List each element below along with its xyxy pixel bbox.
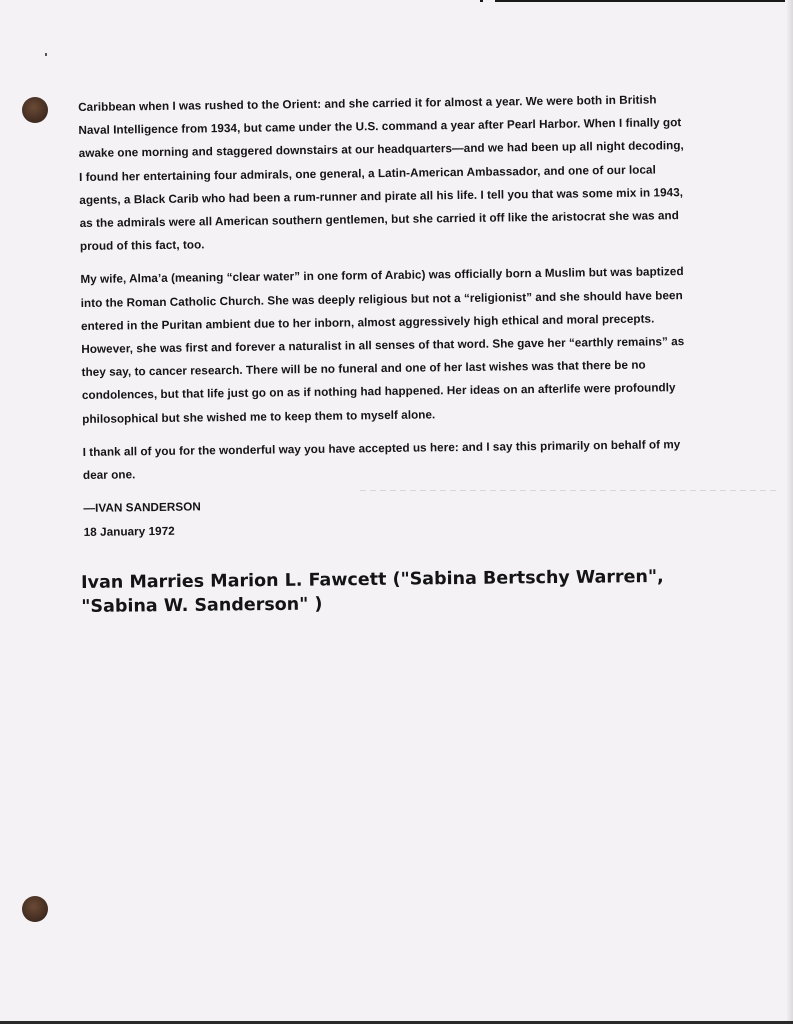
punch-hole-top-icon <box>22 97 48 123</box>
page-edge-mark <box>480 0 483 2</box>
paragraph-3: I thank all of you for the wonderful way you have accepted us here: and I say this primarily on behalf of my dear one. <box>82 437 681 483</box>
section-heading: Ivan Marries Marion L. Fawcett ("Sabina Bertschy Warren", "Sabina W. Sanderson" ) <box>81 566 664 617</box>
signature-block <box>83 489 690 544</box>
paper-speck <box>45 53 47 56</box>
letter-body <box>78 88 690 544</box>
right-page-shadow <box>787 0 793 1024</box>
signature-date: 18 January 1972 <box>83 524 175 539</box>
signature-name: —IVAN SANDERSON <box>83 500 201 516</box>
paragraph-1: Caribbean when I was rushed to the Orient: and she carried it for almost a year. We were both in British Naval Intelligence from 1934, but came under the U.S. command a year after Pearl Harbor. When I finally got awake one morning and staggered downstairs at our headquarters—and we had been up all night decoding, I found her entertaining four admirals, one general, a Latin-American Ambassador, and one of our local agents, a Black Carib who had been a rum-runner and pirate all his life. I tell you that was some mix in 1943, as the admirals were all American southern gentlemen, but she carried it off like the aristocrat she was and proud of this fact, too. <box>78 93 684 254</box>
top-page-edge <box>495 0 785 2</box>
paragraph-2: My wife, Alma’a (meaning “clear water” in one form of Arabic) was officially born a Muslim but was baptized into the Roman Catholic Church. She was deeply religious but not a “religionist” and she should have been entered in the Puritan ambient due to her inborn, almost aggressively high ethical and moral precepts. However, she was first and forever a naturalist in all senses of that word. She gave her “earthly remains” as they say, to cancer research. There will be no funeral and one of her last wishes was that there be no condolences, but that life just go on as if nothing had happened. Her ideas on an afterlife were profoundly philosophical but she wished me to keep them to myself alone. <box>80 265 685 426</box>
punch-hole-bottom-icon <box>22 896 48 922</box>
